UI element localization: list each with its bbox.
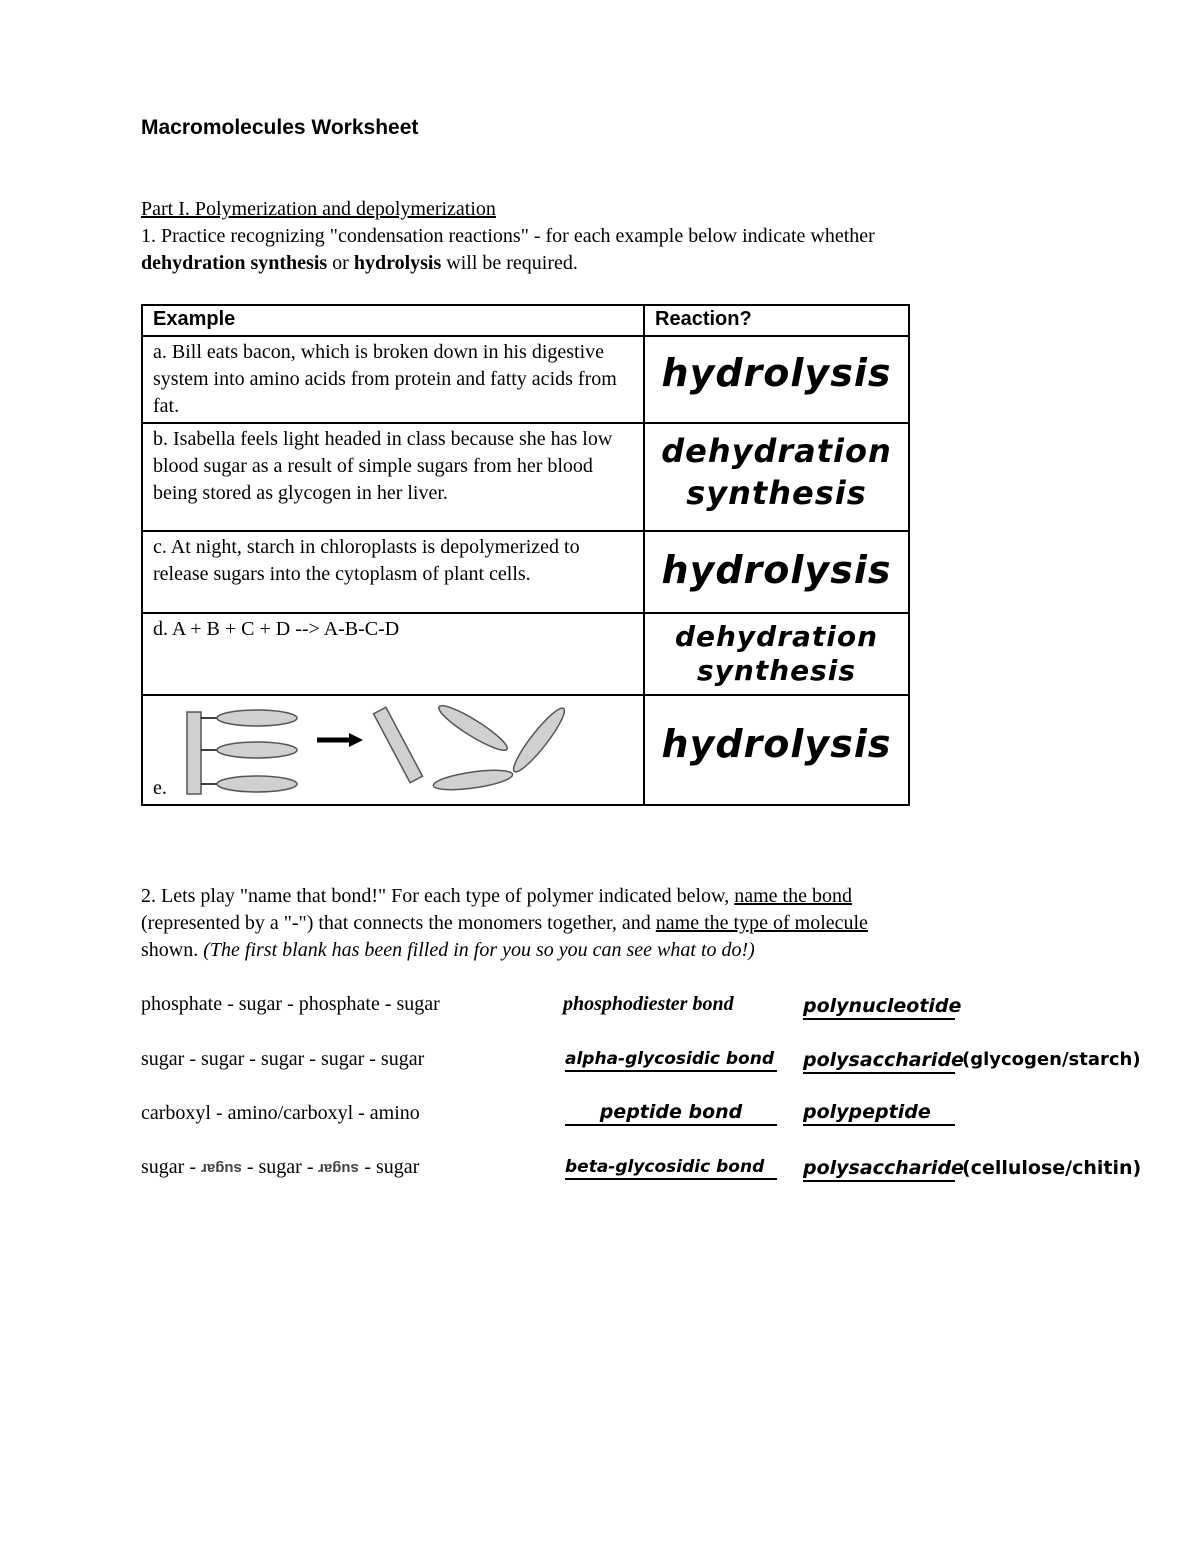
answer-text-line2: synthesis bbox=[696, 654, 857, 687]
answer-c bbox=[644, 531, 909, 613]
text-or: or bbox=[327, 252, 354, 274]
example-c: c. At night, starch in chloroplasts is depolymerized to release sugars into the cytoplasm of plant cells. bbox=[142, 531, 644, 613]
arrow-icon bbox=[349, 733, 363, 747]
monomer-ellipse bbox=[508, 704, 570, 777]
table-row bbox=[142, 336, 909, 423]
polymer-row-left: carboxyl - amino/carboxyl - amino bbox=[141, 1102, 420, 1124]
monomer-ellipse bbox=[217, 776, 297, 792]
sugar-text: - sugar bbox=[359, 1156, 420, 1178]
flipped-sugar: sugar bbox=[318, 1160, 360, 1177]
molecule-answer-extra: (glycogen/starch) bbox=[962, 1049, 1141, 1070]
sugar-text: sugar - bbox=[141, 1156, 201, 1178]
text-required: will be required. bbox=[441, 252, 578, 274]
page-title: Macromolecules Worksheet bbox=[141, 116, 419, 139]
molecule-answer: polypeptide bbox=[803, 1101, 955, 1126]
answer-text-line2: synthesis bbox=[686, 474, 867, 512]
answer-text: hydrolysis bbox=[661, 548, 892, 592]
question-2-line1 bbox=[141, 885, 852, 908]
table-row bbox=[142, 695, 909, 805]
molecule-answer: polysaccharide bbox=[803, 1157, 955, 1182]
example-b: b. Isabella feels light headed in class because she has low blood sugar as a result of simple sugars from her blood being stored as glycogen in her liver. bbox=[142, 423, 644, 531]
header-example: Example bbox=[142, 305, 644, 336]
backbone-shape bbox=[374, 707, 423, 782]
bond-answer: peptide bond bbox=[565, 1101, 777, 1126]
q2-text: (represented by a "-") that connects the monomers together, and bbox=[141, 912, 656, 934]
bond-answer: beta-glycosidic bond bbox=[565, 1157, 777, 1180]
q2-italic-note: (The first blank has been filled in for you so you can see what to do!) bbox=[203, 939, 755, 961]
sugar-text: - sugar - bbox=[241, 1156, 319, 1178]
q2-underlined: name the bond bbox=[734, 885, 852, 907]
monomer-ellipse bbox=[217, 710, 297, 726]
backbone-shape bbox=[187, 712, 201, 794]
flipped-sugar: sugar bbox=[200, 1160, 242, 1177]
q2-text: 2. Lets play "name that bond!" For each type of polymer indicated below, bbox=[141, 885, 735, 907]
keyword-dehydration: dehydration synthesis bbox=[141, 252, 328, 274]
polymer-row-left: phosphate - sugar - phosphate - sugar bbox=[141, 993, 440, 1015]
reaction-table bbox=[141, 304, 910, 806]
answer-a bbox=[644, 336, 909, 423]
answer-text: hydrolysis bbox=[661, 351, 892, 395]
molecule-answer: polysaccharide bbox=[803, 1049, 955, 1074]
q2-underlined: name the type of molecule bbox=[655, 912, 868, 934]
question-1-text-cont bbox=[141, 252, 578, 275]
molecule-answer: polynucleotide bbox=[803, 995, 955, 1020]
molecule-answer-extra: (cellulose/chitin) bbox=[962, 1157, 1142, 1179]
question-1-text: 1. Practice recognizing "condensation reactions" - for each example below indicate whether bbox=[141, 225, 875, 247]
answer-e bbox=[644, 695, 909, 805]
monomer-ellipse bbox=[432, 767, 513, 794]
example-e bbox=[142, 695, 644, 805]
answer-d bbox=[644, 613, 909, 695]
bond-answer: alpha-glycosidic bond bbox=[565, 1049, 777, 1072]
example-e-label: e. bbox=[153, 777, 167, 799]
table-row bbox=[142, 531, 909, 613]
keyword-hydrolysis: hydrolysis bbox=[353, 252, 442, 274]
part-heading: Part I. Polymerization and depolymerization bbox=[141, 198, 496, 220]
question-2-line2 bbox=[141, 912, 868, 935]
answer-text-line1: dehydration bbox=[661, 432, 892, 470]
example-a: a. Bill eats bacon, which is broken down in his digestive system into amino acids from protein and fatty acids from fat. bbox=[142, 336, 644, 423]
answer-b bbox=[644, 423, 909, 531]
answer-text-line1: dehydration bbox=[674, 620, 879, 653]
table-row bbox=[142, 613, 909, 695]
q2-text: shown. bbox=[141, 939, 204, 961]
header-reaction: Reaction? bbox=[644, 305, 909, 336]
polymer-hydrolysis-diagram bbox=[173, 700, 583, 800]
polymer-row-left: sugar - sugar - sugar - sugar - sugar bbox=[141, 1048, 425, 1070]
polymer-row-left bbox=[141, 1156, 419, 1179]
answer-text: hydrolysis bbox=[661, 722, 892, 766]
bond-answer: phosphodiester bond bbox=[563, 993, 734, 1015]
monomer-ellipse bbox=[217, 742, 297, 758]
monomer-ellipse bbox=[435, 700, 511, 756]
question-2-line3 bbox=[141, 939, 755, 962]
example-d: d. A + B + C + D --> A-B-C-D bbox=[142, 613, 644, 695]
table-header-row bbox=[142, 305, 909, 336]
table-row bbox=[142, 423, 909, 531]
